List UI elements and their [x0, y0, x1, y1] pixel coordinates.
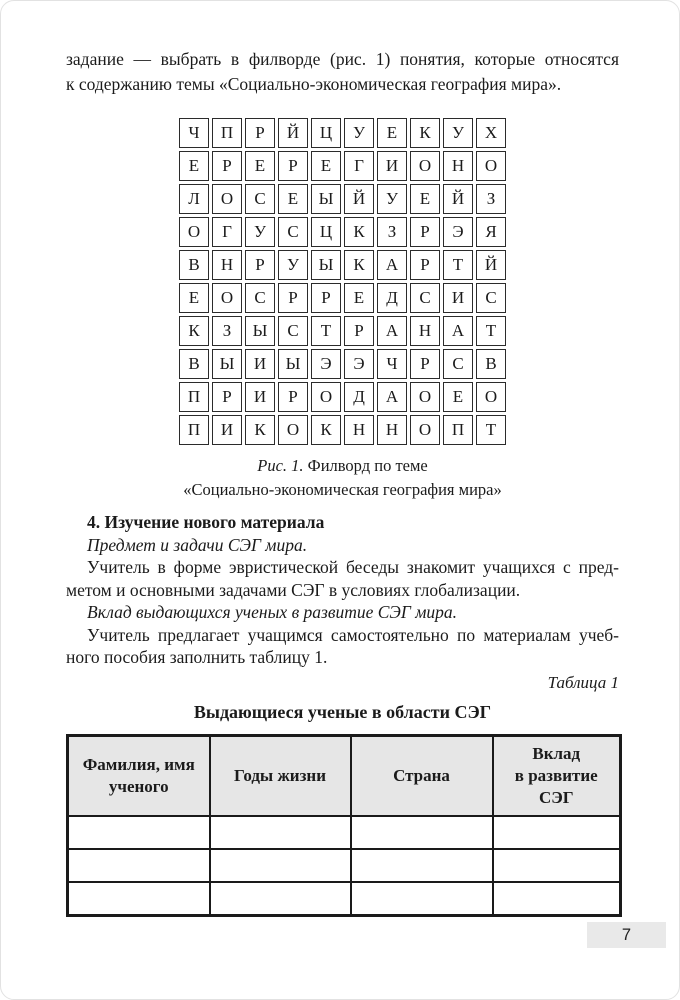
filword-cell: Ч: [377, 349, 407, 379]
filword-cell: Р: [410, 250, 440, 280]
filword-cell: С: [410, 283, 440, 313]
filword-cell: И: [377, 151, 407, 181]
filword-cell: Ы: [311, 184, 341, 214]
paragraph-1-line-1: Учитель в форме эвристической беседы знакомит учащихся с пред-: [87, 557, 619, 577]
filword-cell: К: [311, 415, 341, 445]
filword-cell: Р: [344, 316, 374, 346]
filword-cell: Т: [476, 415, 506, 445]
filword-cell: О: [410, 382, 440, 412]
filword-cell: Ы: [311, 250, 341, 280]
figure-caption-line-1: [66, 454, 619, 478]
filword-cell: Т: [476, 316, 506, 346]
subtopic-2: Вклад выдающихся ученых в развитие СЭГ мира.: [87, 602, 457, 622]
filword-cell: Е: [245, 151, 275, 181]
filword-cell: К: [179, 316, 209, 346]
table-cell: [210, 882, 351, 916]
filword-cell: П: [443, 415, 473, 445]
filword-grid: [179, 118, 506, 445]
filword-cell: Р: [311, 283, 341, 313]
section-heading: 4. Изучение нового материала: [87, 512, 325, 532]
filword-cell: О: [476, 151, 506, 181]
table-cell: [493, 816, 621, 849]
filword-cell: Е: [179, 283, 209, 313]
filword-cell: Н: [344, 415, 374, 445]
intro-line-2: к содержанию темы «Социально-экономическая география мира».: [66, 74, 562, 94]
column-header: Страна: [351, 735, 493, 816]
filword-cell: О: [278, 415, 308, 445]
filword-cell: Л: [179, 184, 209, 214]
column-header: Вклад в развитие СЭГ: [493, 735, 621, 816]
filword-cell: В: [179, 250, 209, 280]
filword-cell: Ы: [245, 316, 275, 346]
filword-cell: А: [377, 316, 407, 346]
filword-cell: Э: [311, 349, 341, 379]
filword-cell: З: [476, 184, 506, 214]
intro-paragraph: [66, 47, 619, 97]
table-body: [68, 816, 621, 916]
filword-cell: О: [311, 382, 341, 412]
filword-cell: Р: [410, 349, 440, 379]
filword-cell: У: [245, 217, 275, 247]
table-cell: [210, 816, 351, 849]
figure-caption: [66, 454, 619, 502]
filword-cell: Д: [377, 283, 407, 313]
filword-cell: О: [410, 415, 440, 445]
filword-cell: П: [212, 118, 242, 148]
filword-cell: О: [212, 184, 242, 214]
filword-cell: Ы: [278, 349, 308, 379]
filword-cell: Н: [410, 316, 440, 346]
filword-cell: З: [377, 217, 407, 247]
filword-cell: Э: [344, 349, 374, 379]
filword-cell: А: [377, 382, 407, 412]
filword-cell: Я: [476, 217, 506, 247]
filword-cell: И: [245, 382, 275, 412]
filword-cell: У: [443, 118, 473, 148]
filword-cell: О: [410, 151, 440, 181]
paragraph-1-line-2: метом и основными задачами СЭГ в условиях глобализации.: [66, 579, 521, 600]
filword-cell: Р: [212, 151, 242, 181]
filword-cell: Р: [278, 151, 308, 181]
lesson-section: [66, 511, 619, 669]
paragraph-2-line-1: Учитель предлагает учащимся самостоятельно по материалам учеб-: [87, 624, 619, 645]
filword-cell: Х: [476, 118, 506, 148]
table-cell: [68, 816, 210, 849]
table-cell: [351, 882, 493, 916]
filword-cell: Ц: [311, 217, 341, 247]
column-header: Годы жизни: [210, 735, 351, 816]
column-header: Фамилия, имя ученого: [68, 735, 210, 816]
filword-cell: Е: [443, 382, 473, 412]
table-row: [68, 882, 621, 916]
filword-cell: В: [179, 349, 209, 379]
filword-cell: В: [476, 349, 506, 379]
filword-cell: Н: [212, 250, 242, 280]
filword-cell: И: [212, 415, 242, 445]
filword-cell: С: [476, 283, 506, 313]
table-cell: [68, 882, 210, 916]
filword-cell: О: [212, 283, 242, 313]
filword-cell: Ы: [212, 349, 242, 379]
filword-cell: П: [179, 415, 209, 445]
subtopic-1: Предмет и задачи СЭГ мира.: [87, 534, 308, 555]
table-cell: [351, 849, 493, 882]
filword-cell: Н: [443, 151, 473, 181]
filword-cell: К: [344, 250, 374, 280]
filword-cell: Й: [278, 118, 308, 148]
filword-cell: Г: [344, 151, 374, 181]
filword-cell: Ц: [311, 118, 341, 148]
table-cell: [210, 849, 351, 882]
filword-cell: Й: [476, 250, 506, 280]
table-label: Таблица 1: [547, 672, 619, 692]
filword-cell: Р: [245, 250, 275, 280]
filword-cell: Р: [212, 382, 242, 412]
filword-cell: С: [245, 184, 275, 214]
filword-cell: У: [377, 184, 407, 214]
filword-cell: К: [344, 217, 374, 247]
figure-caption-text: Филворд по теме: [303, 456, 428, 475]
page-number: 7: [587, 922, 666, 948]
filword-cell: Й: [443, 184, 473, 214]
filword-cell: С: [278, 316, 308, 346]
table-title: Выдающиеся ученые в области СЭГ: [193, 701, 492, 722]
scientists-table: [66, 734, 622, 917]
filword-cell: Р: [278, 283, 308, 313]
filword-cell: О: [179, 217, 209, 247]
filword-cell: Э: [443, 217, 473, 247]
paragraph-2-line-2: ного пособия заполнить таблицу 1.: [66, 647, 328, 667]
filword-cell: И: [245, 349, 275, 379]
filword-cell: Н: [377, 415, 407, 445]
filword-cell: С: [443, 349, 473, 379]
figure-label: Рис. 1.: [257, 456, 304, 475]
filword-cell: О: [476, 382, 506, 412]
filword-cell: А: [377, 250, 407, 280]
figure-caption-line-2: «Социально-экономическая география мира»: [183, 480, 502, 499]
table-header-row: [68, 735, 621, 816]
filword-cell: А: [443, 316, 473, 346]
table-row: [68, 849, 621, 882]
filword-cell: К: [245, 415, 275, 445]
filword-cell: С: [278, 217, 308, 247]
intro-line-1: задание — выбрать в филворде (рис. 1) понятия, которые относятся: [66, 49, 619, 69]
table-cell: [351, 816, 493, 849]
filword-cell: Й: [344, 184, 374, 214]
table-cell: [493, 882, 621, 916]
table-cell: [68, 849, 210, 882]
filword-cell: Т: [311, 316, 341, 346]
filword-cell: У: [344, 118, 374, 148]
filword-cell: Е: [311, 151, 341, 181]
filword-cell: Р: [245, 118, 275, 148]
filword-cell: Е: [179, 151, 209, 181]
filword-cell: Е: [344, 283, 374, 313]
filword-cell: Д: [344, 382, 374, 412]
filword-cell: Е: [377, 118, 407, 148]
filword-cell: Г: [212, 217, 242, 247]
filword-cell: У: [278, 250, 308, 280]
filword-cell: Т: [443, 250, 473, 280]
filword-cell: З: [212, 316, 242, 346]
filword-cell: Ч: [179, 118, 209, 148]
filword-cell: С: [245, 283, 275, 313]
filword-cell: К: [410, 118, 440, 148]
filword-cell: Р: [278, 382, 308, 412]
filword-cell: И: [443, 283, 473, 313]
filword-cell: П: [179, 382, 209, 412]
filword-cell: Е: [278, 184, 308, 214]
table-cell: [493, 849, 621, 882]
filword-cell: Е: [410, 184, 440, 214]
filword-cell: Р: [410, 217, 440, 247]
table-row: [68, 816, 621, 849]
